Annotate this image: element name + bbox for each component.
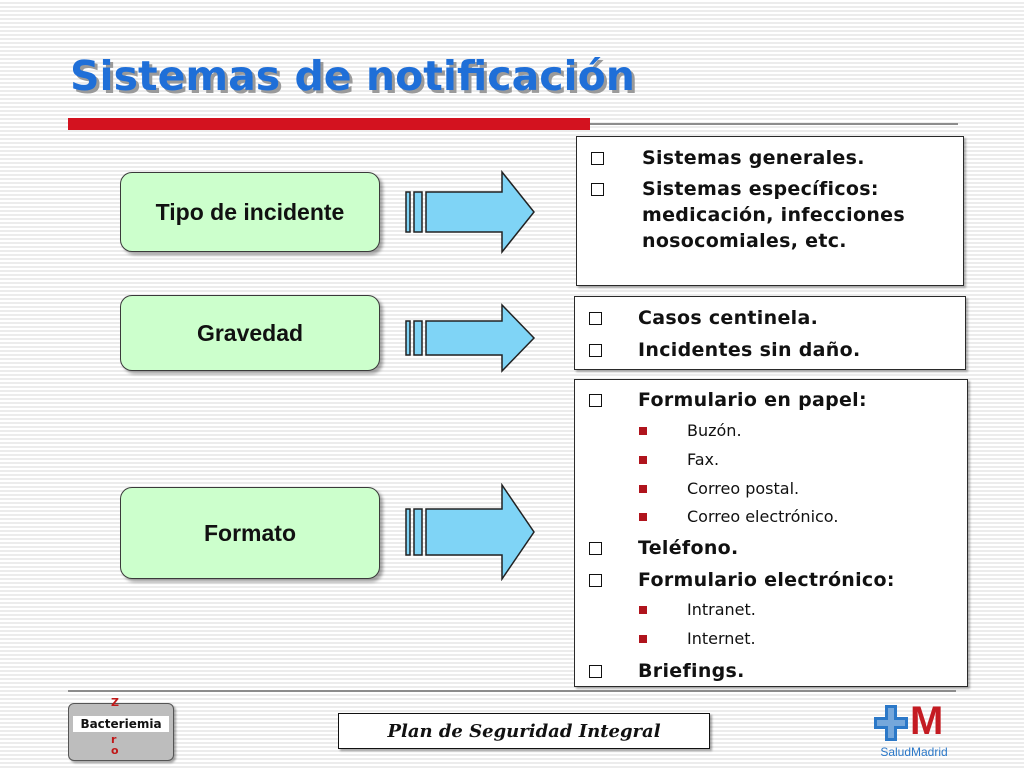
list-item: [589, 387, 867, 413]
list-subitem: [639, 450, 719, 470]
list-item: [591, 176, 905, 254]
list-item-text: Sistemas generales.: [642, 147, 865, 169]
plan-label: Plan de Seguridad Integral: [387, 720, 661, 742]
checkbox-bullet-icon: [589, 394, 602, 407]
cross-icon: [872, 703, 910, 743]
square-bullet-icon: [639, 456, 647, 464]
list-item-text: Sistemas específicos:: [642, 178, 879, 200]
list-item: [589, 567, 895, 593]
plan-label-box: [338, 713, 710, 749]
category-tipo-de-incidente: [120, 172, 380, 252]
list-item-text: Correo electrónico.: [687, 507, 839, 526]
list-item-text: Intranet.: [687, 600, 756, 619]
footer-rule: [68, 690, 956, 692]
list-item-text: Incidentes sin daño.: [638, 339, 861, 361]
logo-letter: r: [111, 733, 117, 746]
checkbox-bullet-icon: [589, 665, 602, 678]
checkbox-bullet-icon: [589, 542, 602, 555]
list-item-text: Fax.: [687, 450, 720, 469]
list-subitem: [639, 479, 799, 499]
category-gravedad: [120, 295, 380, 371]
square-bullet-icon: [639, 485, 647, 493]
list-subitem: [639, 421, 742, 441]
list-subitem: [639, 507, 838, 527]
category-formato: [120, 487, 380, 579]
logo-text: Bacteriemia: [73, 716, 169, 732]
list-item: [589, 658, 745, 684]
list-item-text: Internet.: [687, 629, 756, 648]
formato-box: [574, 379, 968, 687]
category-label: Tipo de incidente: [155, 198, 345, 225]
category-label: Formato: [204, 519, 296, 546]
list-item-text: Formulario en papel:: [638, 389, 867, 411]
square-bullet-icon: [639, 635, 647, 643]
logo-letter: Z: [111, 696, 119, 709]
square-bullet-icon: [639, 513, 647, 521]
square-bullet-icon: [639, 427, 647, 435]
square-bullet-icon: [639, 606, 647, 614]
slide-title: Sistemas de notificación: [70, 52, 635, 100]
checkbox-bullet-icon: [589, 312, 602, 325]
logo-text: SaludMadrid: [880, 745, 948, 759]
title-red-bar: [68, 118, 590, 130]
list-item-text: nosocomiales, etc.: [642, 230, 847, 252]
list-item-text: Correo postal.: [687, 479, 800, 498]
list-subitem: [639, 629, 756, 649]
list-item-text: Buzón.: [687, 421, 742, 440]
arrow-right-icon: [404, 483, 536, 581]
list-item-text: Teléfono.: [638, 537, 739, 559]
checkbox-bullet-icon: [589, 344, 602, 357]
list-item: [589, 535, 739, 561]
list-item: [591, 145, 865, 171]
title-grey-rule: [590, 123, 958, 125]
list-item-text: medicación, infecciones: [642, 204, 905, 226]
tipo-incidente-box: [576, 136, 964, 286]
list-item-text: Formulario electrónico:: [638, 569, 895, 591]
checkbox-bullet-icon: [591, 183, 604, 196]
list-item-text: Casos centinela.: [638, 307, 819, 329]
category-label: Gravedad: [196, 319, 304, 346]
arrow-right-icon: [404, 296, 536, 380]
salud-madrid-logo: [870, 699, 958, 761]
list-item: [589, 305, 818, 331]
list-subitem: [639, 600, 756, 620]
list-item: [589, 337, 860, 363]
checkbox-bullet-icon: [589, 574, 602, 587]
arrow-right-icon: [404, 170, 536, 254]
logo-mark: M: [910, 699, 944, 743]
checkbox-bullet-icon: [591, 152, 604, 165]
gravedad-box: [574, 296, 966, 370]
list-item-text: Briefings.: [638, 660, 745, 682]
logo-letter: o: [111, 744, 119, 757]
bacteriemia-zero-logo: [68, 696, 174, 761]
